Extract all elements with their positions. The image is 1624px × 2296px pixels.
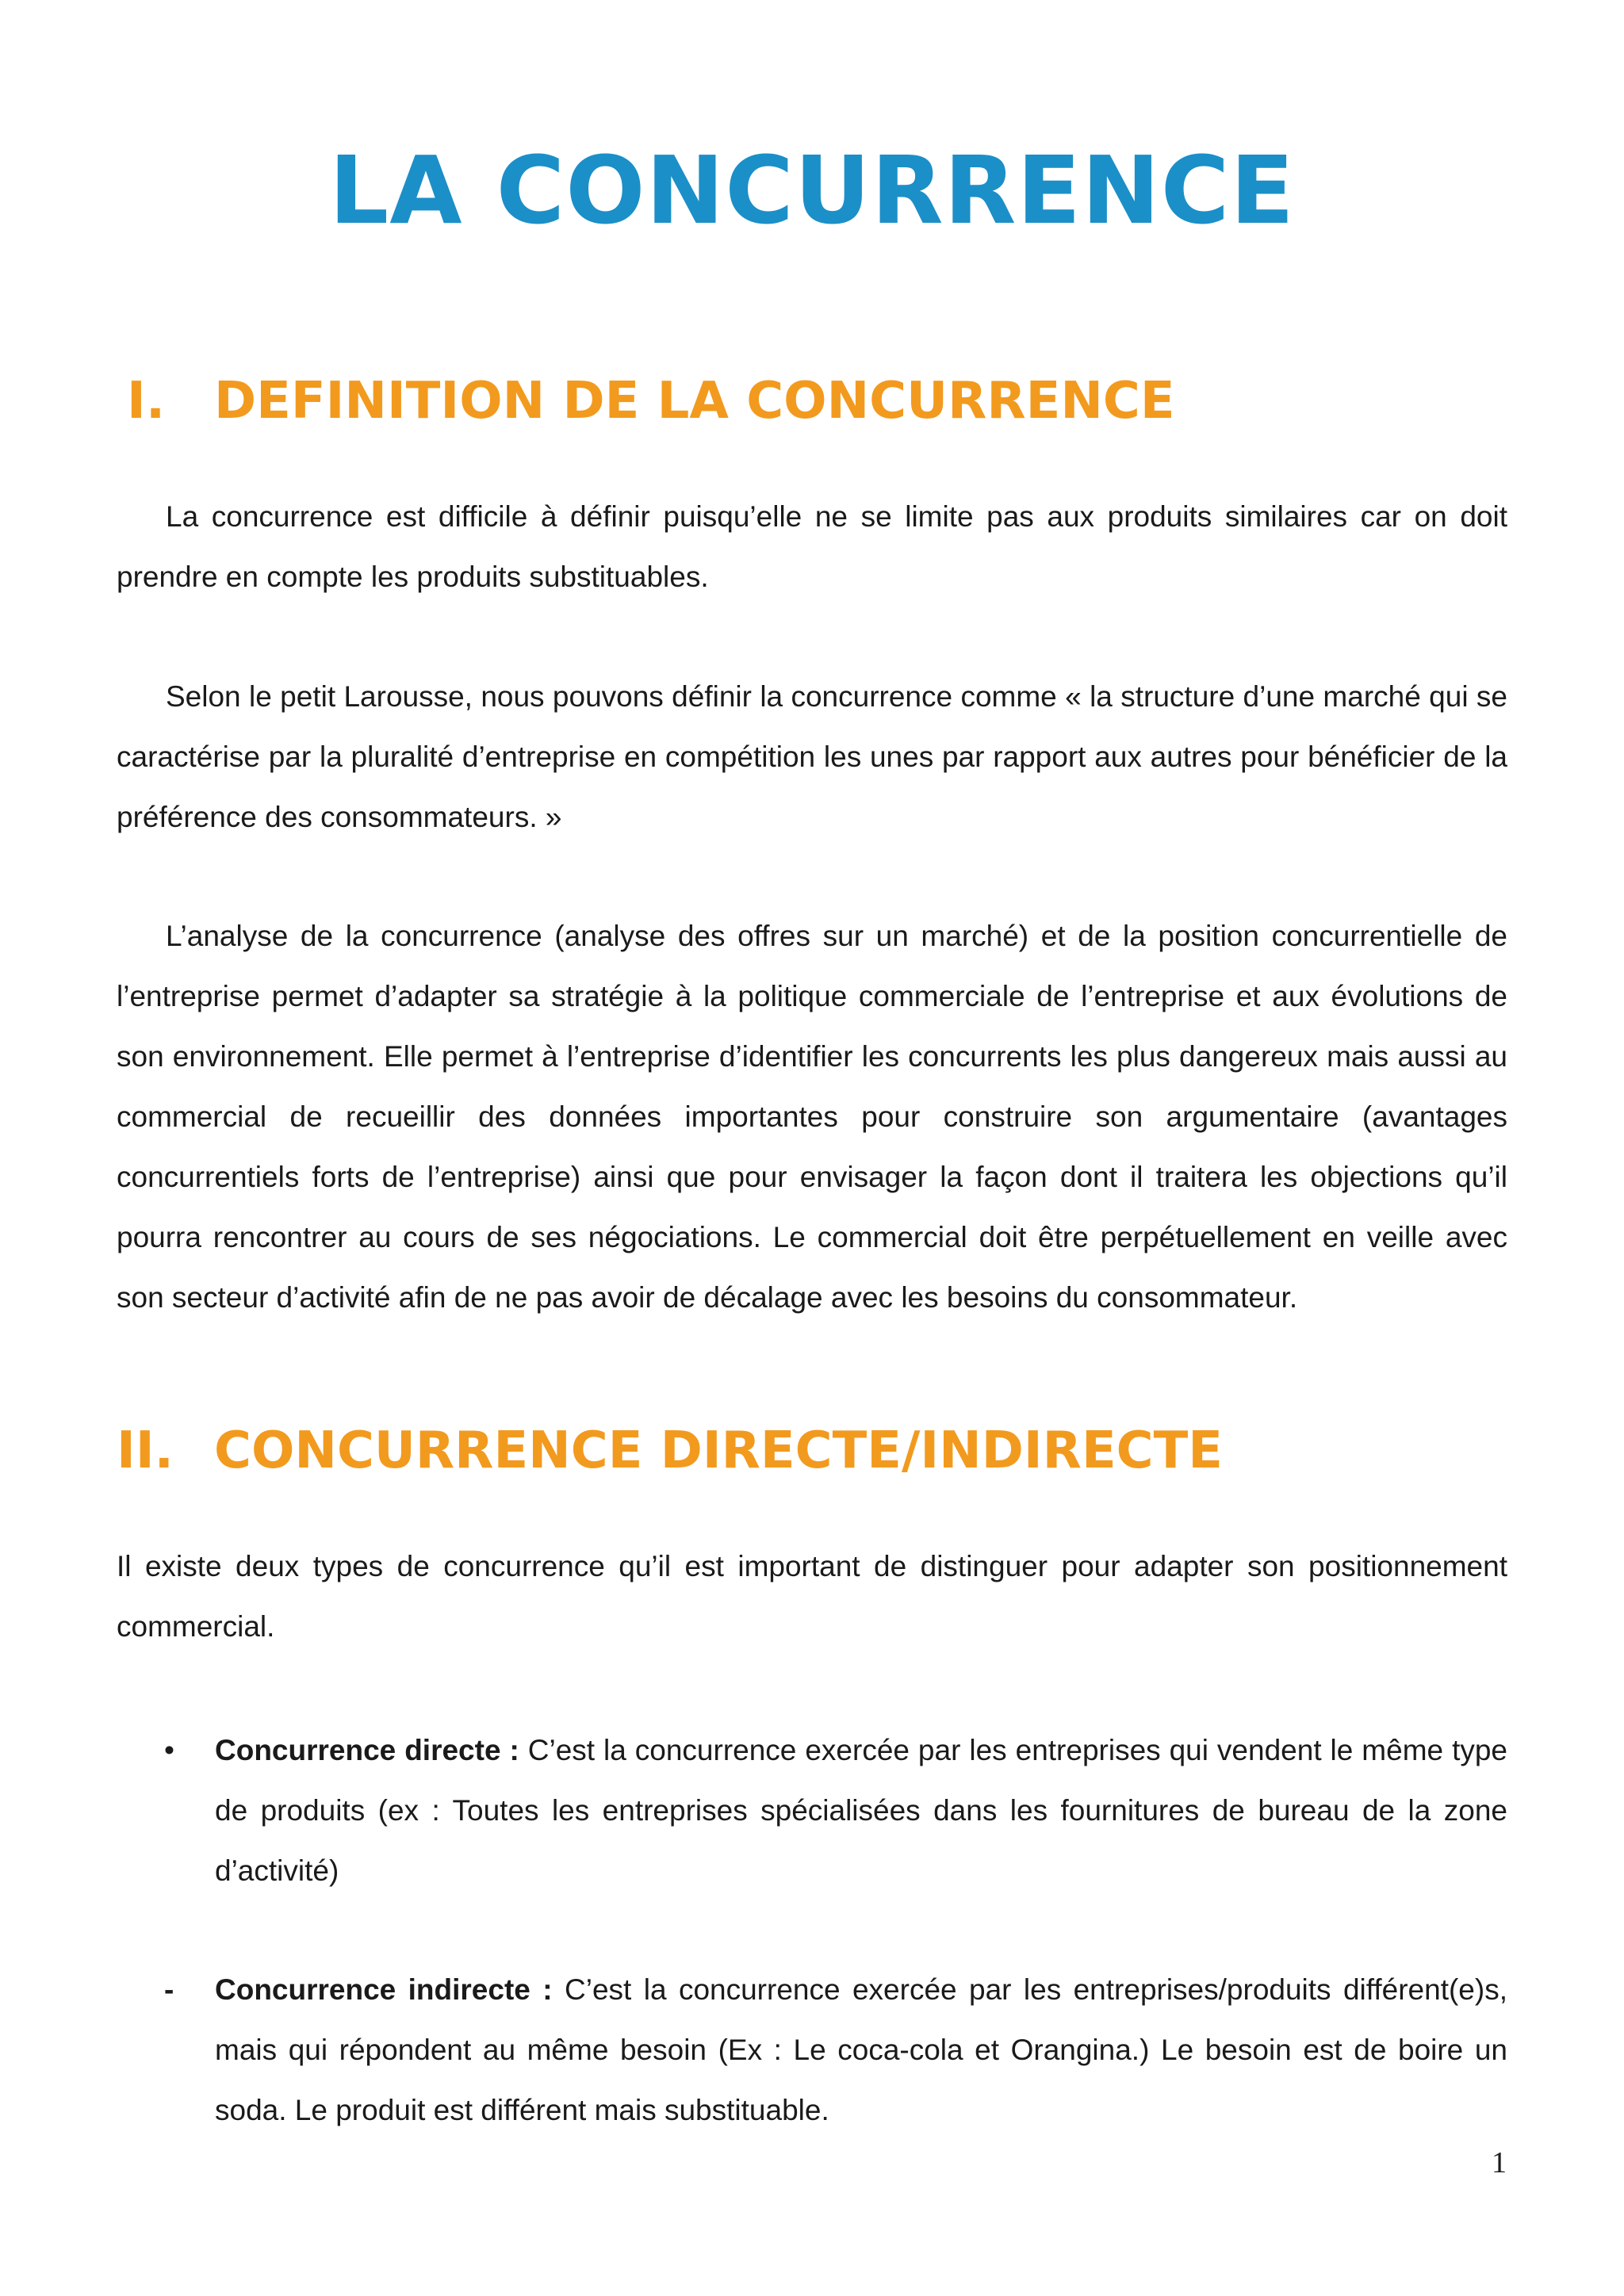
list-item-term: Concurrence directe : [215,1734,519,1766]
section-number: II. [117,1422,174,1480]
list-item-text: C’est la concurrence exercée par les entreprises qui vendent le même type de produits (ex : Toutes les entreprises spécialisées dans les fournitures de bureau de la zone d’activité) [215,1734,1508,1887]
page-title: LA CONCURRENCE [329,136,1295,245]
list-item-text: C’est la concurrence exercée par les entreprises/produits différent(e)s, mais qui répondent au même besoin (Ex : Le coca-cola et Orangina.) Le besoin est de boire un soda. Le produit est différent mais substituable. [215,1973,1507,2126]
section-title: DEFINITION DE LA CONCURRENCE [214,372,1175,430]
list-item-body [215,1720,1507,1901]
list-item-term: Concurrence indirecte : [215,1973,553,2006]
list-item-direct [117,1720,1507,1901]
paragraph-definition: La concurrence est difficile à définir puisqu’elle ne se limite pas aux produits similaires car on doit prendre en compte les produits substituables. [117,500,1507,593]
list-item-indirect [117,1960,1507,2141]
section-title: CONCURRENCE DIRECTE/INDIRECTE [214,1422,1223,1480]
paragraph-intro: Il existe deux types de concurrence qu’il est important de distinguer pour adapter son positionnement commercial. [117,1550,1507,1643]
list-item-body [215,1960,1507,2141]
section-number: I. [127,372,166,430]
paragraph-larousse: Selon le petit Larousse, nous pouvons définir la concurrence comme « la structure d’une marché qui se caractérise par la pluralité d’entreprise en compétition les unes par rapport aux autres pour bénéficier de la préférence des consommateurs. » [117,680,1507,833]
dash-marker: - [164,1973,174,2006]
page-number: 1 [1492,2146,1507,2179]
bullet-marker: • [164,1734,174,1766]
paragraph-analysis: L’analyse de la concurrence (analyse des offres sur un marché) et de la position concurrentielle de l’entreprise permet d’adapter sa stratégie à la politique commerciale de l’entreprise et aux évolutions de son environnement. Elle permet à l’entreprise d’identifier les concurrents les plus dangereux mais aussi au commercial de recueillir des données importantes pour construire son argumentaire (avantages concurrentiels forts de l’entreprise) ainsi que pour envisager la façon dont il traitera les objections qu’il pourra rencontrer au cours de ses négociations. Le commercial doit être perpétuellement en veille avec son secteur d’activité afin de ne pas avoir de décalage avec les besoins du consommateur. [117,920,1507,1314]
